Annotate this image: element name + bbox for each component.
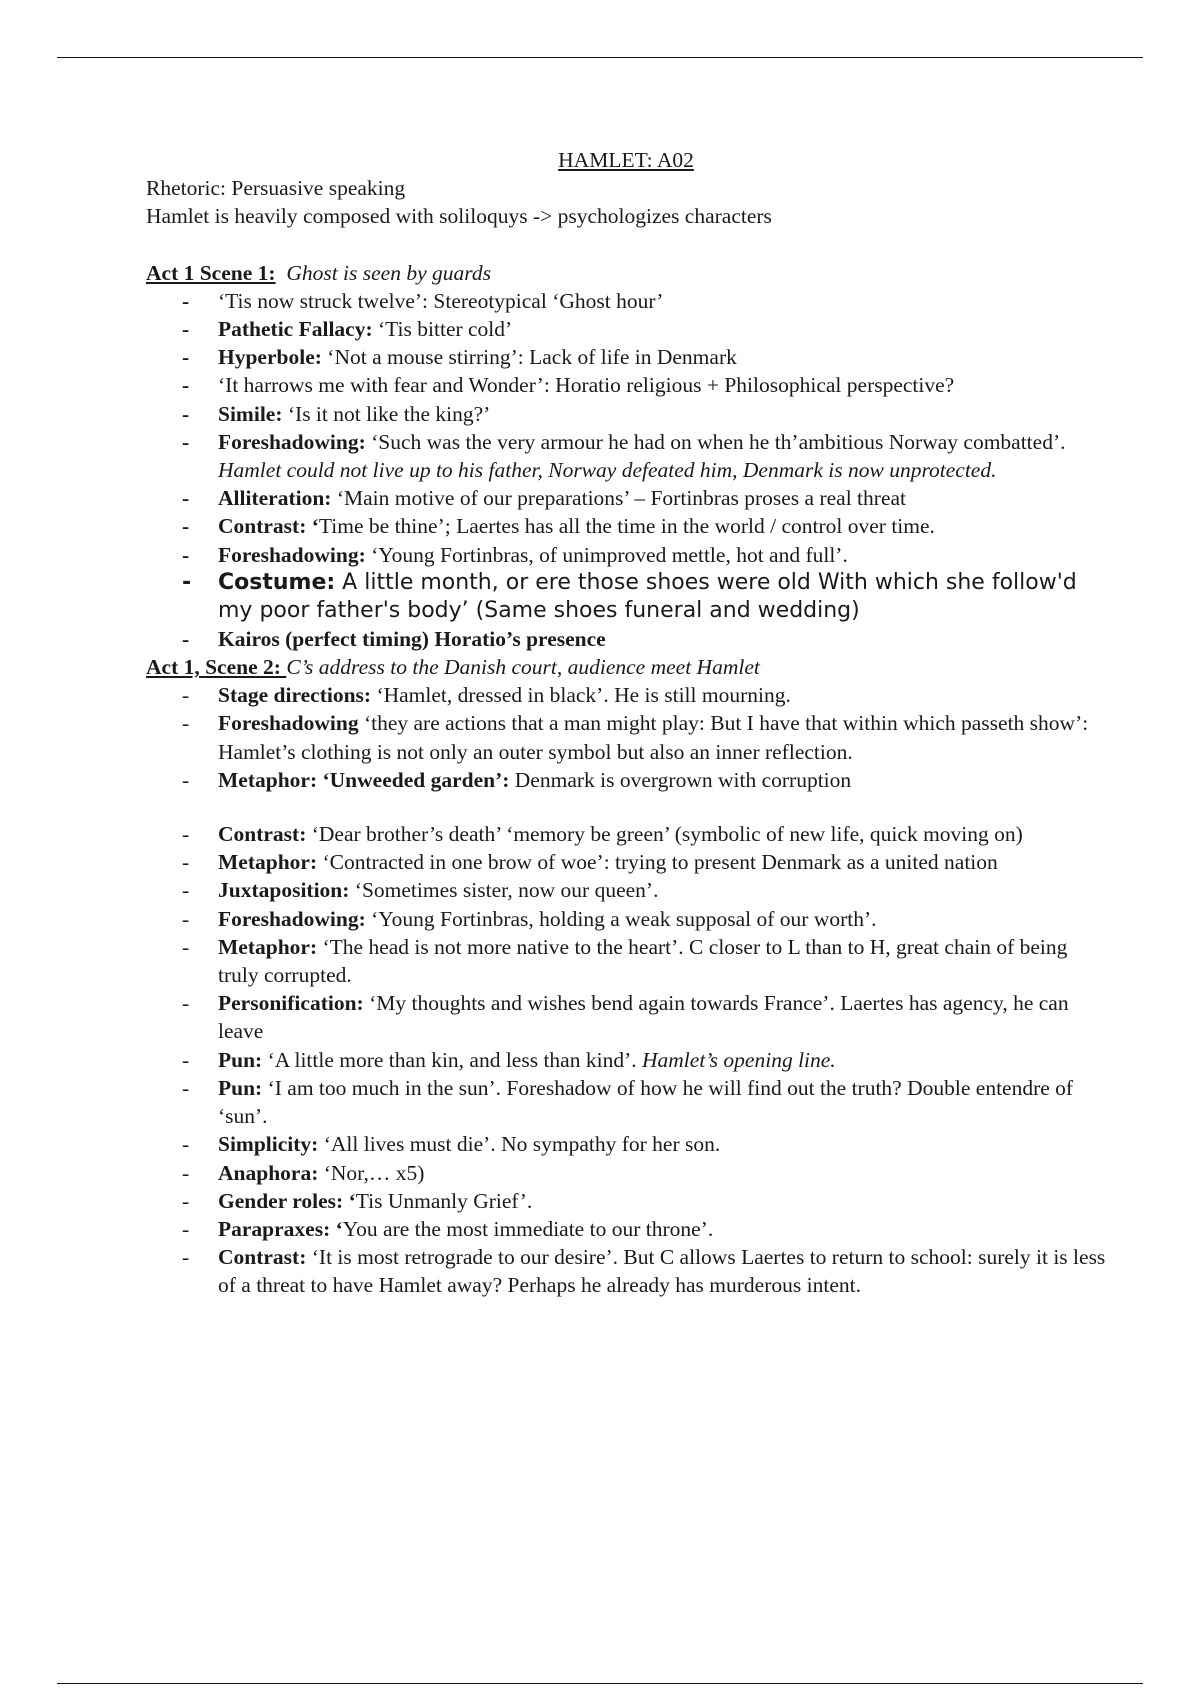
list-item (146, 681, 1106, 709)
scene1-heading-label: Act 1 Scene 1: (146, 260, 276, 285)
list-item (146, 1187, 1106, 1215)
bullet-dash: - (182, 934, 190, 959)
item-text: ‘Is it not like the king?’ (282, 401, 491, 426)
list-item (146, 400, 1106, 428)
item-label: Simile: (218, 401, 283, 426)
bullet-dash: - (182, 1160, 190, 1185)
bullet-dash: - (182, 1188, 190, 1213)
item-label: Metaphor: (218, 850, 318, 875)
bullet-dash: - (182, 345, 190, 370)
item-text: ‘Not a mouse stirring’: Lack of life in Denmark (321, 345, 737, 370)
intro-line-2: Hamlet is heavily composed with soliloquys -> psychologizes characters (146, 204, 772, 229)
item-label: Foreshadowing (218, 711, 359, 736)
item-text: ‘The head is not more native to the heart’. C closer to L than to H, great chain of being truly corrupted. (218, 934, 1068, 988)
list-item (146, 933, 1106, 989)
list-item (146, 709, 1106, 765)
list-item (146, 1074, 1106, 1130)
item-text: You are the most immediate to our throne’. (342, 1216, 714, 1241)
bullet-dash: - (182, 850, 190, 875)
item-label: Contrast: ‘ (218, 514, 319, 539)
list-item (146, 287, 1106, 315)
bullet-dash: - (182, 1216, 190, 1241)
item-text: ‘Nor,… x5) (318, 1160, 425, 1185)
item-text: ‘It is most retrograde to our desire’. But C allows Laertes to return to school: surely it is less of a threat to have Hamlet away? Perhaps he already has murderous intent. (218, 1245, 1106, 1298)
item-text: ‘Tis bitter cold’ (372, 317, 513, 342)
item-text: ‘Main motive of our preparations’ – Fortinbras proses a real threat (331, 486, 907, 511)
list-item (146, 1243, 1106, 1299)
bullet-dash: - (182, 822, 190, 847)
list-item (146, 371, 1106, 399)
list-item (146, 848, 1106, 876)
bullet-dash: - (182, 1047, 190, 1072)
bullet-dash: - (182, 1075, 190, 1100)
item-text: ‘A little more than kin, and less than kind’. (262, 1047, 642, 1072)
bullet-dash: - (182, 878, 190, 903)
item-label: Juxtaposition: (218, 878, 350, 903)
item-text: ‘Young Fortinbras, of unimproved mettle, hot and full’. (365, 542, 848, 567)
bullet-dash: - (182, 683, 190, 708)
item-label: Metaphor: (218, 934, 318, 959)
item-text: ‘Young Fortinbras, holding a weak supposal of our worth’. (365, 906, 877, 931)
bullet-dash: - (182, 569, 192, 595)
list-item (146, 1046, 1106, 1074)
item-label: Metaphor: ‘Unweeded garden’: (218, 767, 510, 792)
scene1-list (146, 287, 1106, 653)
list-item (146, 1215, 1106, 1243)
list-gap (146, 794, 1106, 820)
scene2-heading (146, 653, 1106, 681)
list-item (146, 625, 1106, 653)
bullet-dash: - (182, 1132, 190, 1157)
item-label: Alliteration: (218, 486, 332, 511)
list-item (146, 1130, 1106, 1158)
item-label: Foreshadowing: (218, 429, 366, 454)
item-label: Pun: (218, 1075, 263, 1100)
bullet-dash: - (182, 486, 190, 511)
bullet-dash: - (182, 626, 190, 651)
list-item (146, 343, 1106, 371)
page-title: HAMLET: A02 (558, 148, 694, 172)
item-label: Pun: (218, 1047, 263, 1072)
item-text: ‘Hamlet, dressed in black’. He is still mourning. (371, 683, 791, 708)
list-item (146, 820, 1106, 848)
item-label: Foreshadowing: (218, 542, 366, 567)
list-item (146, 876, 1106, 904)
item-text: ‘It harrows me with fear and Wonder’: Horatio religious + Philosophical perspective? (218, 373, 955, 398)
item-label: Simplicity: (218, 1132, 319, 1157)
item-text: ‘Contracted in one brow of woe’: trying to present Denmark as a united nation (317, 850, 998, 875)
item-label: Foreshadowing: (218, 906, 366, 931)
list-item (146, 1159, 1106, 1187)
item-label: Costume: (218, 569, 336, 595)
item-text: ‘Dear brother’s death’ ‘memory be green’ (symbolic of new life, quick moving on) (306, 822, 1023, 847)
bullet-dash: - (182, 317, 190, 342)
scene2-heading-subtitle: C’s address to the Danish court, audience meet Hamlet (286, 655, 760, 680)
list-item (146, 315, 1106, 343)
scene2-heading-label: Act 1, Scene 2: (146, 655, 287, 680)
bullet-dash: - (182, 514, 190, 539)
list-item (146, 905, 1106, 933)
item-label: Anaphora: (218, 1160, 319, 1185)
item-label: Contrast: (218, 822, 307, 847)
bullet-dash: - (182, 991, 190, 1016)
item-label: Personification: (218, 991, 364, 1016)
bullet-dash: - (182, 429, 190, 454)
scene2-list (146, 681, 1106, 1299)
item-italic-note: Hamlet’s opening line. (642, 1047, 836, 1072)
bullet-dash: - (182, 288, 190, 313)
item-label: Pathetic Fallacy: (218, 317, 373, 342)
list-item (146, 541, 1106, 569)
spacer (146, 231, 1106, 259)
list-item (146, 569, 1106, 625)
item-label: Contrast: (218, 1245, 307, 1270)
item-text: Tis Unmanly Grief’. (355, 1188, 533, 1213)
item-text: Denmark is overgrown with corruption (509, 767, 852, 792)
item-text: ‘All lives must die’. No sympathy for her son. (318, 1132, 721, 1157)
bullet-dash: - (182, 906, 190, 931)
item-text: A little month, or ere those shoes were old With which she follow'd my poor father's body’ (Same shoes funeral and wedding) (218, 569, 1077, 623)
item-text: ‘Sometimes sister, now our queen’. (349, 878, 659, 903)
scene1-heading-subtitle: Ghost is seen by guards (286, 260, 491, 285)
item-text: ‘Tis now struck twelve’: Stereotypical ‘Ghost hour’ (218, 288, 664, 313)
item-text: ‘My thoughts and wishes bend again towards France’. Laertes has agency, he can leave (218, 991, 1069, 1044)
item-label: Kairos (perfect timing) Horatio’s presence (218, 626, 606, 651)
item-label: Gender roles: ‘ (218, 1188, 356, 1213)
item-text: ‘they are actions that a man might play: But I have that within which passeth show’: Hamlet’s clothing is not only an outer symbol but also an inner reflection. (218, 711, 1089, 764)
item-text: ‘Such was the very armour he had on when he th’ambitious Norway combatted’. (365, 429, 1066, 454)
header-rule (57, 57, 1143, 58)
item-italic-note: Hamlet could not live up to his father, Norway defeated him, Denmark is now unprotected. (218, 458, 997, 483)
list-item (146, 989, 1106, 1045)
list-item (146, 766, 1106, 794)
item-label: Hyperbole: (218, 345, 322, 370)
list-item (146, 484, 1106, 512)
bullet-dash: - (182, 401, 190, 426)
bullet-dash: - (182, 373, 190, 398)
item-label: Parapraxes: ‘ (218, 1216, 343, 1241)
bullet-dash: - (182, 1245, 190, 1270)
item-text: ‘I am too much in the sun’. Foreshadow of how he will find out the truth? Double entendre of ‘sun’. (218, 1075, 1074, 1129)
list-item (146, 428, 1106, 484)
intro-line-1: Rhetoric: Persuasive speaking (146, 176, 406, 201)
bullet-dash: - (182, 711, 190, 736)
bullet-dash: - (182, 767, 190, 792)
document-page (146, 146, 1106, 1300)
scene1-heading (146, 259, 1106, 287)
footer-rule (57, 1683, 1143, 1684)
list-item (146, 512, 1106, 540)
item-label: Stage directions: (218, 683, 372, 708)
bullet-dash: - (182, 542, 190, 567)
item-text: Time be thine’; Laertes has all the time in the world / control over time. (318, 514, 935, 539)
